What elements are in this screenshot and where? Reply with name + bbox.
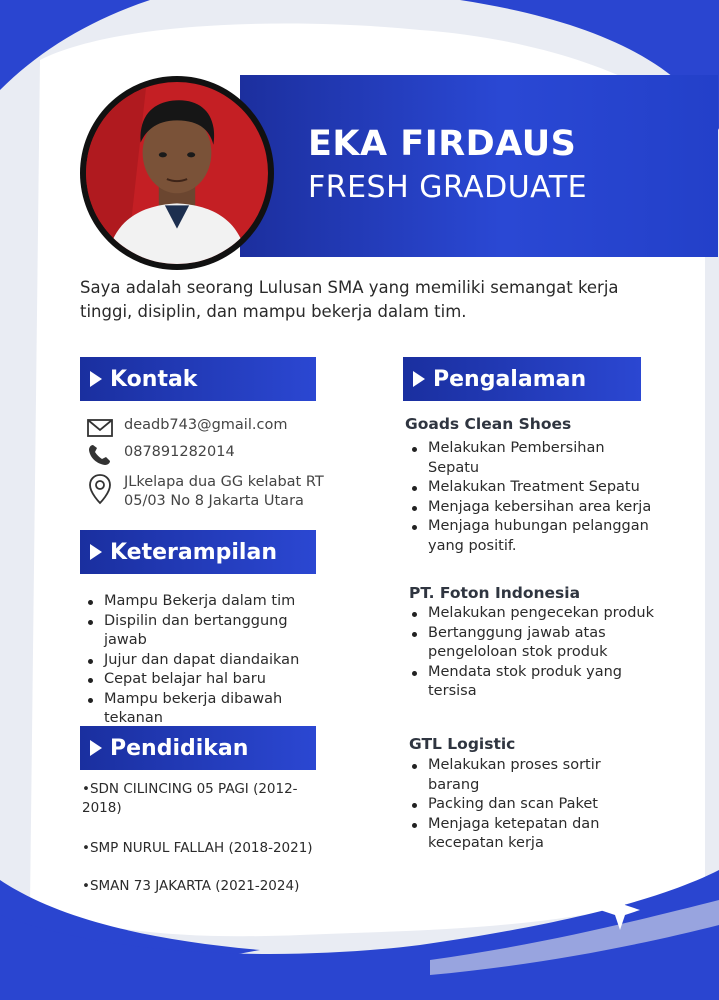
section-title-keterampilan: Keterampilan [110, 539, 277, 565]
list-item: Melakukan Treatment Sepatu [406, 478, 656, 498]
list-item: Menjaga ketepatan dan kecepatan kerja [406, 815, 656, 854]
experience-tasks-list [406, 604, 656, 702]
skills-list [82, 592, 332, 729]
candidate-name: EKA FIRDAUS [308, 124, 577, 164]
education-item: •SMP NURUL FALLAH (2018-2021) [82, 840, 313, 856]
location-pin-icon [86, 473, 114, 505]
list-item: Melakukan Pembersihan Sepatu [406, 439, 656, 478]
section-title-pengalaman: Pengalaman [433, 366, 587, 392]
header-band [240, 75, 718, 257]
candidate-role: FRESH GRADUATE [308, 170, 588, 205]
phone-icon [86, 443, 114, 467]
portrait-illustration [86, 82, 268, 264]
list-item: Mendata stok produk yang tersisa [406, 663, 656, 702]
contact-email-row [86, 416, 287, 440]
list-item: Dispilin dan bertanggung jawab [82, 612, 332, 651]
section-header-kontak [80, 357, 316, 401]
education-item: •SMAN 73 JAKARTA (2021-2024) [82, 878, 300, 894]
envelope-icon [86, 416, 114, 440]
address-line-2: 05/03 No 8 Jakarta Utara [124, 493, 304, 509]
education-item: •SDN CILINCING 05 PAGI (2012-2018) [82, 781, 298, 816]
list-item: Cepat belajar hal baru [82, 670, 332, 690]
summary-text: Saya adalah seorang Lulusan SMA yang memiliki semangat kerja tinggi, disiplin, dan mampu bekerja dalam tim. [80, 278, 619, 321]
list-item: Bertanggung jawab atas pengeloloan stok produk [406, 624, 656, 663]
section-title-kontak: Kontak [110, 366, 198, 392]
contact-email: deadb743@gmail.com [124, 417, 288, 433]
list-item: Melakukan proses sortir barang [406, 756, 656, 795]
company-name: GTL Logistic [409, 735, 516, 753]
contact-address-row [86, 473, 324, 511]
contact-phone-row [86, 443, 235, 467]
section-header-pendidikan [80, 726, 316, 770]
list-item: Menjaga hubungan pelanggan yang positif. [406, 517, 656, 556]
list-item: Jujur dan dapat diandaikan [82, 651, 332, 671]
company-name: PT. Foton Indonesia [409, 584, 581, 602]
address-line-1: JLkelapa dua GG kelabat RT [124, 474, 324, 490]
company-name: Goads Clean Shoes [405, 415, 572, 433]
profile-photo [80, 76, 274, 270]
list-item: Mampu Bekerja dalam tim [82, 592, 332, 612]
triangle-right-icon [90, 371, 102, 387]
section-header-pengalaman [403, 357, 641, 401]
list-item: Mampu bekerja dibawah tekanan [82, 690, 332, 729]
contact-address [124, 473, 324, 511]
experience-tasks-list [406, 756, 656, 854]
contact-phone: 087891282014 [124, 444, 235, 460]
list-item: Packing dan scan Paket [406, 795, 656, 815]
section-header-keterampilan [80, 530, 316, 574]
list-item: Menjaga kebersihan area kerja [406, 498, 656, 518]
triangle-right-icon [90, 740, 102, 756]
list-item: Melakukan pengecekan produk [406, 604, 656, 624]
triangle-right-icon [90, 544, 102, 560]
triangle-right-icon [413, 371, 425, 387]
experience-tasks-list [406, 439, 656, 556]
section-title-pendidikan: Pendidikan [110, 735, 249, 761]
